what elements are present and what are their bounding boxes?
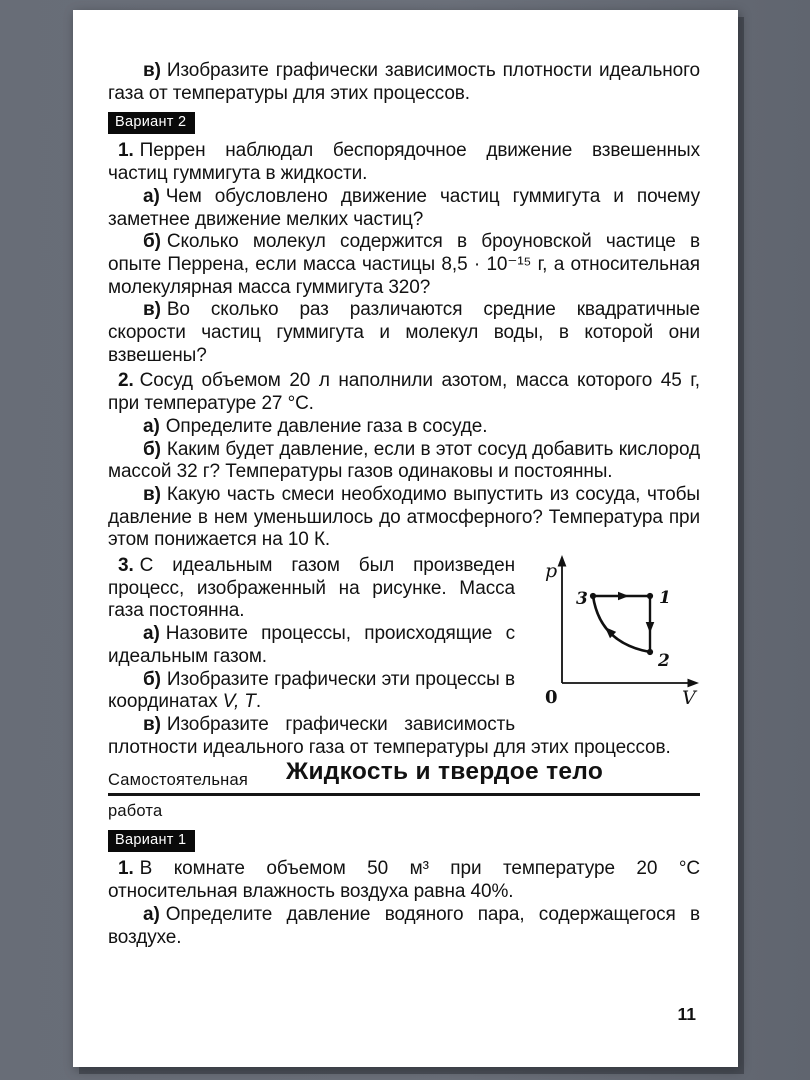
item-label: б) bbox=[143, 668, 161, 690]
state-point-1 bbox=[647, 593, 653, 599]
problem-1a bbox=[108, 186, 700, 231]
sw-problem-1 bbox=[108, 858, 700, 903]
point-label-2: 2 bbox=[658, 651, 670, 672]
item-text: С идеальным газом был произведен процесс, изображенный на рисунке. Масса газа постоянна. bbox=[108, 555, 515, 622]
problem-2a bbox=[108, 416, 700, 439]
origin-label: 0 bbox=[545, 687, 558, 709]
section-header bbox=[108, 758, 700, 823]
item-text: Сколько молекул содержится в броуновской частице в опыте Перрена, если масса частицы 8,5 · 10⁻¹⁵ г, а относительная молекулярная масса гуммигута 320? bbox=[108, 231, 700, 298]
problem-3-block bbox=[108, 555, 700, 759]
state-point-2 bbox=[647, 649, 653, 655]
item-label: а) bbox=[143, 903, 160, 925]
state-point-3 bbox=[590, 593, 596, 599]
item-label: в) bbox=[143, 299, 161, 321]
item-label: в) bbox=[143, 483, 161, 505]
page-content bbox=[108, 10, 700, 949]
item-text: Назовите процессы, происходящие с идеальным газом. bbox=[108, 623, 515, 667]
item-text: Какую часть смеси необходимо выпустить из сосуда, чтобы давление в нем уменьшилось до атмосферного? Температура при этом понижается на 10 К. bbox=[108, 483, 700, 551]
sw-problem-1a bbox=[108, 904, 700, 949]
item-label: в) bbox=[143, 60, 161, 81]
item-text: Чем обусловлено движение частиц гуммигута и почему заметнее движение мелких частиц? bbox=[108, 185, 700, 230]
item-label: а) bbox=[143, 415, 160, 437]
process-3-1-arrow-icon bbox=[618, 592, 629, 601]
problem-2b bbox=[108, 439, 700, 484]
point-label-3: 3 bbox=[576, 589, 588, 610]
problem-2v bbox=[108, 484, 700, 552]
item-label: 1. bbox=[118, 140, 134, 162]
process-2-3-curve bbox=[593, 596, 650, 652]
variant-2-badge: Вариант 2 bbox=[108, 112, 195, 134]
section-side-label-bottom: работа bbox=[108, 802, 163, 821]
problem-1v bbox=[108, 299, 700, 367]
axis-label-p: p bbox=[545, 560, 558, 583]
item-text: Определите давление газа в сосуде. bbox=[165, 415, 488, 437]
item-text: В комнате объемом 50 м³ при температуре 20 °С относительная влажность воздуха равна 40%. bbox=[108, 858, 700, 903]
variant-1-badge: Вариант 1 bbox=[108, 830, 195, 852]
book-page bbox=[73, 10, 738, 1067]
item-label: 2. bbox=[118, 370, 134, 392]
problem-item-intro-v bbox=[108, 60, 700, 105]
page-number: 11 bbox=[677, 1004, 696, 1024]
problem-2 bbox=[108, 370, 700, 415]
problem-1b bbox=[108, 231, 700, 299]
item-text: Изобразите графически зависимость плотности идеального газа от температуры для этих процессов. bbox=[108, 60, 700, 104]
pv-diagram-figure bbox=[515, 555, 700, 735]
item-label: в) bbox=[143, 713, 161, 735]
item-label: б) bbox=[143, 231, 161, 253]
variant-2-row bbox=[108, 105, 700, 137]
item-label: 3. bbox=[118, 555, 134, 577]
item-label: 1. bbox=[118, 858, 134, 880]
process-1-2-arrow-icon bbox=[646, 622, 655, 633]
section-title: Жидкость и твердое тело bbox=[286, 758, 604, 786]
item-text-tail: . bbox=[255, 691, 261, 713]
item-text-italic: V, T bbox=[222, 691, 256, 713]
item-label: а) bbox=[143, 623, 160, 645]
section-side-label-top: Самостоятельная bbox=[108, 771, 248, 790]
item-text: Каким будет давление, если в этот сосуд добавить кислород массой 32 г? Температуры газов одинаковы и постоянны. bbox=[108, 438, 700, 483]
item-text: Во сколько раз различаются средние квадратичные скорости частиц гуммигута и молекул воды, в которой они взвешены? bbox=[108, 299, 700, 366]
pv-diagram bbox=[515, 555, 700, 713]
item-text: Перрен наблюдал беспорядочное движение взвешенных частиц гуммигута в жидкости. bbox=[108, 140, 700, 185]
item-label: б) bbox=[143, 438, 161, 460]
item-text: Сосуд объемом 20 л наполнили азотом, масса которого 45 г, при температуре 27 °С. bbox=[108, 370, 700, 415]
point-label-1: 1 bbox=[659, 588, 671, 609]
item-text: Изобразите графически зависимость плотности идеального газа от температуры для этих процессов. bbox=[108, 713, 671, 758]
problem-1 bbox=[108, 140, 700, 185]
axis-label-v: V bbox=[682, 687, 696, 710]
variant-1-row bbox=[108, 823, 700, 855]
item-text: Изобразите графически эти процессы в координатах bbox=[108, 668, 515, 713]
item-label: а) bbox=[143, 185, 160, 207]
item-text: Определите давление водяного пара, содержащегося в воздухе. bbox=[108, 903, 700, 948]
p-axis-arrow-icon bbox=[558, 555, 567, 567]
section-rule bbox=[108, 793, 700, 796]
